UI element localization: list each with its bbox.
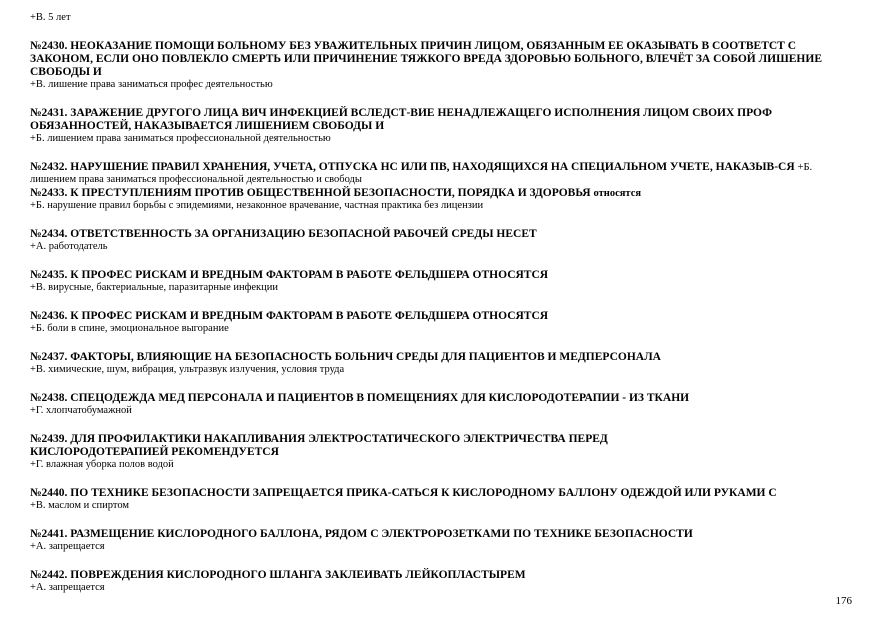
- question-text: №2440. ПО ТЕХНИКЕ БЕЗОПАСНОСТИ ЗАПРЕЩАЕТСЯ ПРИКА-САТЬСЯ К КИСЛОРОДНОМУ БАЛЛОНУ ОДЕЖДОЙ ИЛИ РУКАМИ С: [30, 487, 777, 499]
- question-item-2431: [30, 107, 860, 145]
- answer-text: +Б. нарушение правил борьбы с эпидемиями, незаконное врачевание, частная практика без лицензии: [30, 200, 484, 211]
- question-item-2438: [30, 392, 860, 417]
- answer-text: +Г. влажная уборка полов водой: [30, 459, 174, 470]
- question-item-2441: [30, 528, 860, 553]
- question-text: №2431. ЗАРАЖЕНИЕ ДРУГОГО ЛИЦА ВИЧ ИНФЕКЦИЕЙ ВСЛЕДСТ-ВИЕ НЕНАДЛЕЖАЩЕГО ИСПОЛНЕНИЯ ЛИЦОМ СВОИХ ПРОФ ОБЯЗАННОСТЕЙ, НАКАЗЫВАЕТСЯ ЛИШЕНИЕМ СВОБОДЫ И: [30, 107, 773, 132]
- question-item-2430: [30, 40, 860, 91]
- question-item-2433: [30, 187, 860, 212]
- question-line: [30, 161, 860, 174]
- question-text: №2432. НАРУШЕНИЕ ПРАВИЛ ХРАНЕНИЯ, УЧЕТА, ОТПУСКА НС ИЛИ ПВ, НАХОДЯЩИХСЯ НА СПЕЦИАЛЬНОМ УЧЕТЕ, НАКАЗЫВ-СЯ: [30, 161, 795, 173]
- answer-text: +А. запрещается: [30, 541, 105, 552]
- question-text: №2435. К ПРОФЕС РИСКАМ И ВРЕДНЫМ ФАКТОРАМ В РАБОТЕ ФЕЛЬДШЕРА ОТНОСЯТСЯ: [30, 269, 549, 281]
- question-item-2442: [30, 569, 860, 594]
- question-tail: относятся: [593, 188, 642, 199]
- answer-text: +Б. боли в спине, эмоциональное выгорание: [30, 323, 229, 334]
- question-text: №2430. НЕОКАЗАНИЕ ПОМОЩИ БОЛЬНОМУ БЕЗ УВАЖИТЕЛЬНЫХ ПРИЧИН ЛИЦОМ, ОБЯЗАННЫМ ЕЕ ОКАЗЫВАТЬ В СООТВЕТСТ С ЗАКОНОМ, ЕСЛИ ОНО ПОВЛЕКЛО СМЕРТЬ ИЛИ ПРИЧИНЕНИЕ ТЯЖКОГО ВРЕДА ЗДОРОВЬЮ БОЛЬНОГО, ВЛЕЧЁТ ЗА СОБОЙ ЛИШЕНИЕ СВОБОДЫ И: [30, 40, 822, 78]
- question-item-2434: [30, 228, 860, 253]
- question-text: №2441. РАЗМЕЩЕНИЕ КИСЛОРОДНОГО БАЛЛОНА, РЯДОМ С ЭЛЕКТРОРОЗЕТКАМИ ПО ТЕХНИКЕ БЕЗОПАСНОСТИ: [30, 528, 693, 540]
- answer-text: +Г. хлопчатобумажной: [30, 405, 132, 416]
- document-page: [30, 12, 860, 610]
- answer-text: +В. лишение права заниматься профес деятельностью: [30, 79, 273, 90]
- question-item-2432: [30, 161, 860, 186]
- question-line: [30, 187, 860, 200]
- question-item-2440: [30, 487, 860, 512]
- question-text: №2433. К ПРЕСТУПЛЕНИЯМ ПРОТИВ ОБЩЕСТВЕННОЙ БЕЗОПАСНОСТИ, ПОРЯДКА И ЗДОРОВЬЯ: [30, 187, 591, 199]
- lead-answer: +В. 5 лет: [30, 12, 71, 23]
- question-item-2439: [30, 433, 860, 471]
- question-item-2435: [30, 269, 860, 294]
- answer-inline-label: +Б.: [797, 162, 813, 173]
- answer-text: +Б. лишением права заниматься профессиональной деятельностью: [30, 133, 331, 144]
- question-text: №2439. ДЛЯ ПРОФИЛАКТИКИ НАКАПЛИВАНИЯ ЭЛЕКТРОСТАТИЧЕСКОГО ЭЛЕКТРИЧЕСТВА ПЕРЕД КИСЛОРОДОТЕРАПИЕЙ РЕКОМЕНДУЕТСЯ: [30, 433, 608, 458]
- question-text: №2442. ПОВРЕЖДЕНИЯ КИСЛОРОДНОГО ШЛАНГА ЗАКЛЕИВАТЬ ЛЕЙКОПЛАСТЫРЕМ: [30, 569, 526, 581]
- question-text: №2436. К ПРОФЕС РИСКАМ И ВРЕДНЫМ ФАКТОРАМ В РАБОТЕ ФЕЛЬДШЕРА ОТНОСЯТСЯ: [30, 310, 549, 322]
- answer-text: +А. запрещается: [30, 582, 105, 593]
- question-item-2436: [30, 310, 860, 335]
- question-text: №2438. СПЕЦОДЕЖДА МЕД ПЕРСОНАЛА И ПАЦИЕНТОВ В ПОМЕЩЕНИЯХ ДЛЯ КИСЛОРОДОТЕРАПИИ - ИЗ ТКАНИ: [30, 392, 690, 404]
- question-text: №2434. ОТВЕТСТВЕННОСТЬ ЗА ОРГАНИЗАЦИЮ БЕЗОПАСНОЙ РАБОЧЕЙ СРЕДЫ НЕСЕТ: [30, 228, 537, 240]
- answer-text: +В. вирусные, бактериальные, паразитарные инфекции: [30, 282, 279, 293]
- page-number: 176: [835, 595, 852, 607]
- answer-text: +В. маслом и спиртом: [30, 500, 130, 511]
- answer-text: лишением права заниматься профессиональной деятельностью и свободы: [30, 174, 362, 185]
- answer-text: +В. химические, шум, вибрация, ультразвук излучения, условия труда: [30, 364, 345, 375]
- answer-text: +А. работодатель: [30, 241, 108, 252]
- question-item-2437: [30, 351, 860, 376]
- question-text: №2437. ФАКТОРЫ, ВЛИЯЮЩИЕ НА БЕЗОПАСНОСТЬ БОЛЬНИЧ СРЕДЫ ДЛЯ ПАЦИЕНТОВ И МЕДПЕРСОНАЛА: [30, 351, 661, 363]
